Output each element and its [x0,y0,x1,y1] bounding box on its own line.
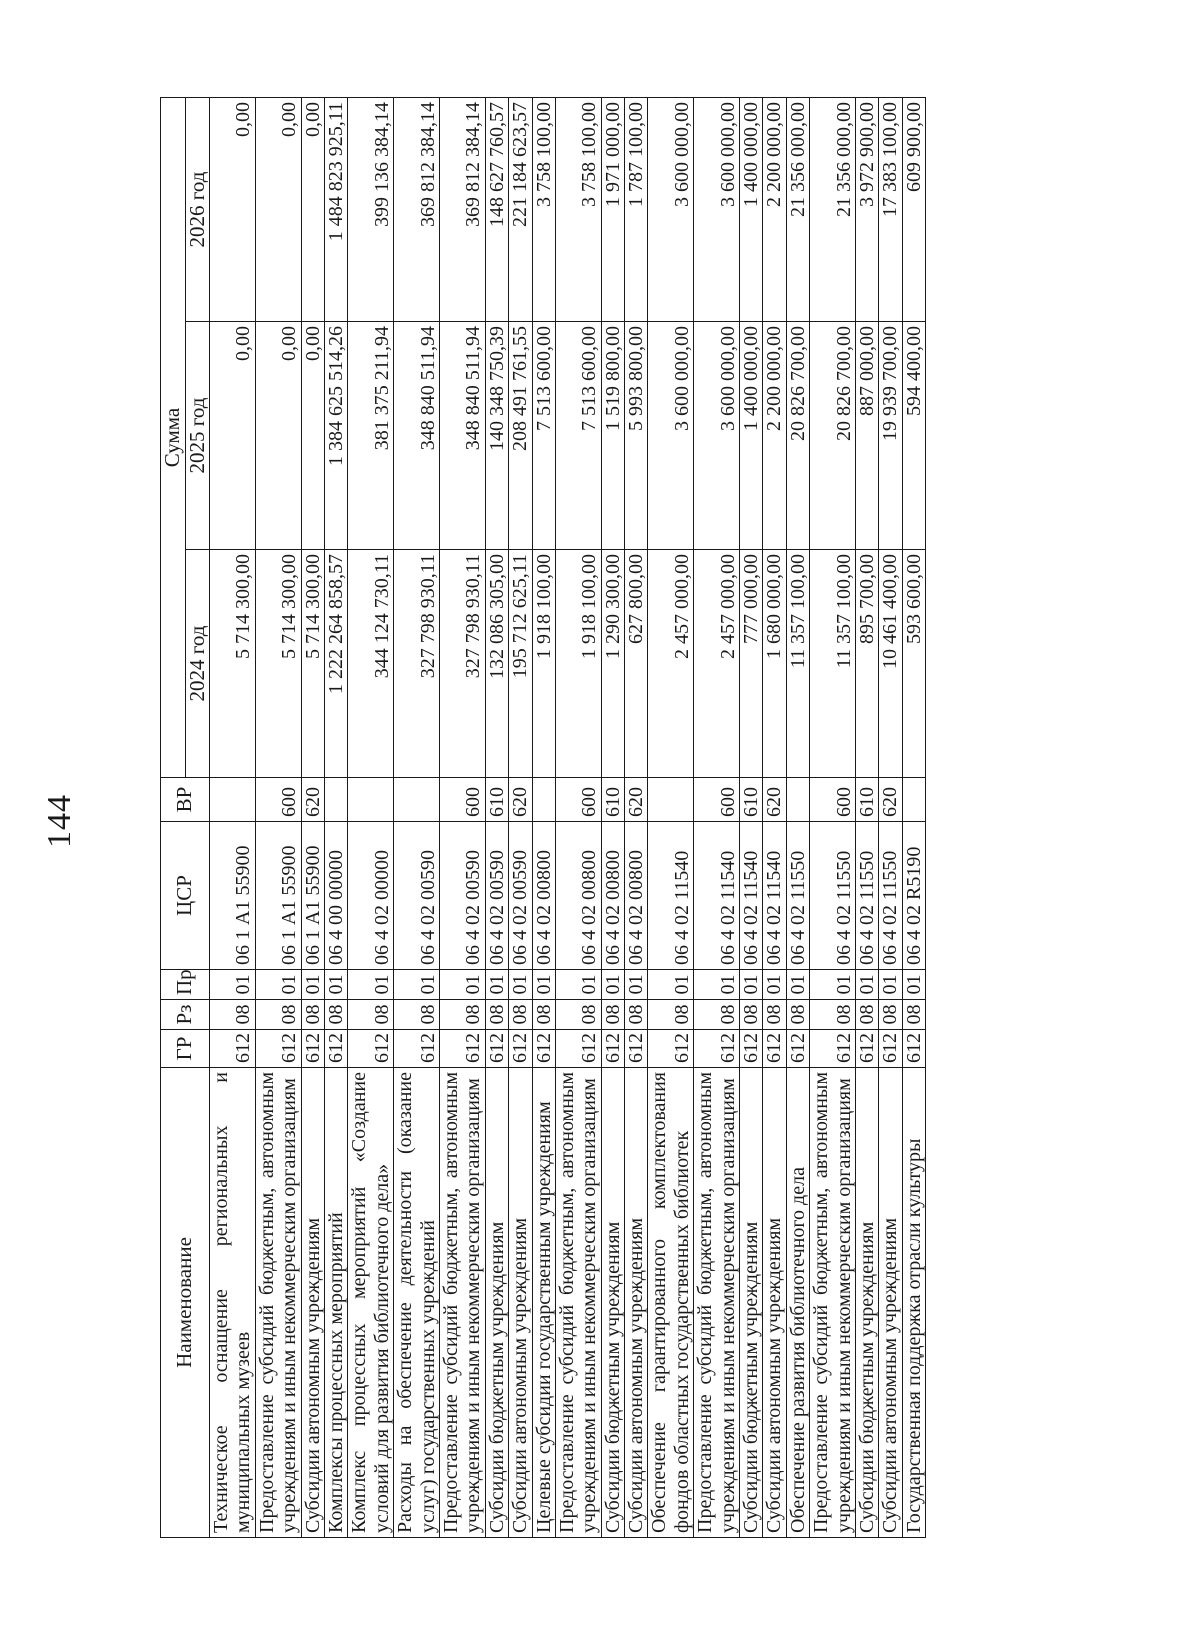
row-csr: 06 4 02 00800 [532,822,555,970]
row-csr: 06 4 02 00800 [625,822,648,970]
row-name: Субсидии автономным учреждениям [879,1068,902,1538]
row-rz: 08 [301,1000,324,1030]
row-sum-2024: 1 918 100,00 [555,550,601,778]
row-vr [902,778,925,822]
row-sum-2024: 895 700,00 [855,550,878,778]
table-row [763,97,786,1537]
row-rz: 08 [601,1000,624,1030]
row-csr: 06 4 02 00590 [439,822,485,970]
row-sum-2024: 327 798 930,11 [394,550,440,778]
row-csr: 06 1 А1 55900 [255,822,301,970]
header-year-2025: 2025 год [185,322,210,550]
row-name: Предоставление субсидий бюджетным, автономным учреждениям и иным некоммерческим организациям [255,1068,301,1538]
row-sum-2024: 327 798 930,11 [439,550,485,778]
row-sum-2026: 1 400 000,00 [740,97,763,321]
row-vr [348,778,394,822]
table-row [810,97,856,1537]
row-csr: 06 1 А1 55900 [210,822,256,970]
row-pr: 01 [555,970,601,1000]
row-sum-2025: 20 826 700,00 [810,322,856,550]
table-body [210,97,926,1537]
row-vr: 620 [763,778,786,822]
row-rz: 08 [255,1000,301,1030]
row-gr: 612 [648,1030,694,1068]
table-row [509,97,532,1537]
table-row [555,97,601,1537]
row-sum-2024: 627 800,00 [625,550,648,778]
row-name: Субсидии бюджетным учреждениям [855,1068,878,1538]
row-sum-2025: 0,00 [255,322,301,550]
row-rz: 08 [485,1000,508,1030]
page-number: 144 [41,794,78,848]
row-pr: 01 [810,970,856,1000]
header-year-2024: 2024 год [185,550,210,778]
row-rz: 08 [648,1000,694,1030]
row-sum-2024: 1 290 300,00 [601,550,624,778]
table-row [532,97,555,1537]
row-gr: 612 [439,1030,485,1068]
row-csr: 06 4 02 11550 [786,822,809,970]
row-rz: 08 [439,1000,485,1030]
row-vr: 610 [855,778,878,822]
row-sum-2026: 3 600 000,00 [648,97,694,321]
row-sum-2024: 1 918 100,00 [532,550,555,778]
row-sum-2024: 11 357 100,00 [786,550,809,778]
table-row [439,97,485,1537]
header-year-2026: 2026 год [185,97,210,321]
row-sum-2024: 593 600,00 [902,550,925,778]
row-pr: 01 [601,970,624,1000]
header-sum: Сумма [161,97,186,777]
row-sum-2026: 369 812 384,14 [439,97,485,321]
row-vr [394,778,440,822]
row-rz: 08 [740,1000,763,1030]
row-sum-2026: 399 136 384,14 [348,97,394,321]
row-vr: 610 [740,778,763,822]
row-rz: 08 [509,1000,532,1030]
row-csr: 06 4 02 11540 [648,822,694,970]
row-rz: 08 [324,1000,347,1030]
header-csr: ЦСР [161,822,210,970]
row-sum-2026: 1 484 823 925,11 [324,97,347,321]
row-pr: 01 [255,970,301,1000]
table-row [625,97,648,1537]
row-sum-2025: 3 600 000,00 [648,322,694,550]
table-row [485,97,508,1537]
row-sum-2025: 1 384 625 514,26 [324,322,347,550]
row-sum-2026: 3 758 100,00 [555,97,601,321]
row-rz: 08 [902,1000,925,1030]
row-sum-2025: 7 513 600,00 [555,322,601,550]
table-row [855,97,878,1537]
header-rz: Рз [161,1000,210,1030]
row-pr: 01 [786,970,809,1000]
row-vr: 620 [509,778,532,822]
table-row [879,97,902,1537]
row-sum-2026: 221 184 623,57 [509,97,532,321]
row-sum-2025: 140 348 750,39 [485,322,508,550]
row-gr: 612 [786,1030,809,1068]
row-vr: 600 [439,778,485,822]
row-sum-2024: 1 222 264 858,57 [324,550,347,778]
row-sum-2025: 1 519 800,00 [601,322,624,550]
row-gr: 612 [694,1030,740,1068]
row-vr: 600 [255,778,301,822]
header-pr: Пр [161,970,210,1000]
table-row [210,97,256,1537]
row-sum-2025: 348 840 511,94 [439,322,485,550]
row-pr: 01 [855,970,878,1000]
row-pr: 01 [485,970,508,1000]
row-sum-2026: 0,00 [301,97,324,321]
row-vr: 600 [694,778,740,822]
row-sum-2025: 5 993 800,00 [625,322,648,550]
row-sum-2025: 20 826 700,00 [786,322,809,550]
row-sum-2025: 208 491 761,55 [509,322,532,550]
rotated-table-wrapper [160,98,1110,1538]
row-rz: 08 [394,1000,440,1030]
row-rz: 08 [763,1000,786,1030]
row-gr: 612 [348,1030,394,1068]
row-rz: 08 [625,1000,648,1030]
header-gr: ГР [161,1030,210,1068]
row-name: Предоставление субсидий бюджетным, автономным учреждениям и иным некоммерческим организациям [694,1068,740,1538]
row-name: Обеспечение развития библиотечного дела [786,1068,809,1538]
row-name: Субсидии автономным учреждениям [301,1068,324,1538]
row-pr: 01 [902,970,925,1000]
row-name: Субсидии бюджетным учреждениям [485,1068,508,1538]
row-name: Расходы на обеспечение деятельности (оказание услуг) государственных учреждений [394,1068,440,1538]
row-sum-2026: 1 971 000,00 [601,97,624,321]
row-sum-2026: 2 200 000,00 [763,97,786,321]
row-vr: 620 [625,778,648,822]
row-csr: 06 4 02 11540 [694,822,740,970]
row-gr: 612 [532,1030,555,1068]
row-gr: 612 [210,1030,256,1068]
row-csr: 06 4 00 00000 [324,822,347,970]
row-pr: 01 [348,970,394,1000]
row-csr: 06 4 02 11540 [740,822,763,970]
row-vr [532,778,555,822]
row-rz: 08 [786,1000,809,1030]
row-csr: 06 4 02 11550 [810,822,856,970]
row-gr: 612 [902,1030,925,1068]
row-vr: 620 [879,778,902,822]
row-sum-2026: 148 627 760,57 [485,97,508,321]
row-sum-2026: 369 812 384,14 [394,97,440,321]
row-sum-2026: 3 758 100,00 [532,97,555,321]
row-sum-2026: 3 972 900,00 [855,97,878,321]
row-sum-2025: 381 375 211,94 [348,322,394,550]
row-csr: 06 4 02 11550 [855,822,878,970]
row-gr: 612 [324,1030,347,1068]
row-sum-2024: 5 714 300,00 [255,550,301,778]
row-rz: 08 [879,1000,902,1030]
row-rz: 08 [810,1000,856,1030]
table-row [394,97,440,1537]
row-sum-2025: 3 600 000,00 [694,322,740,550]
row-gr: 612 [485,1030,508,1068]
row-csr: 06 4 02 00000 [348,822,394,970]
row-csr: 06 1 А1 55900 [301,822,324,970]
row-sum-2024: 10 461 400,00 [879,550,902,778]
row-sum-2025: 0,00 [301,322,324,550]
row-sum-2025: 594 400,00 [902,322,925,550]
row-sum-2025: 7 513 600,00 [532,322,555,550]
header-name: Наименование [161,1068,210,1538]
row-sum-2025: 19 939 700,00 [879,322,902,550]
table-row [324,97,347,1537]
row-pr: 01 [625,970,648,1000]
row-name: Государственная поддержка отрасли культуры [902,1068,925,1538]
row-pr: 01 [394,970,440,1000]
row-sum-2024: 344 124 730,11 [348,550,394,778]
row-sum-2026: 1 787 100,00 [625,97,648,321]
row-vr: 620 [301,778,324,822]
row-gr: 612 [394,1030,440,1068]
row-sum-2024: 5 714 300,00 [301,550,324,778]
row-pr: 01 [324,970,347,1000]
row-sum-2025: 1 400 000,00 [740,322,763,550]
row-csr: 06 4 02 00800 [601,822,624,970]
row-rz: 08 [532,1000,555,1030]
row-name: Субсидии бюджетным учреждениям [601,1068,624,1538]
row-name: Комплекс процессных мероприятий «Создание условий для развития библиотечного дела» [348,1068,394,1538]
table-row [786,97,809,1537]
row-gr: 612 [555,1030,601,1068]
row-sum-2025: 2 200 000,00 [763,322,786,550]
row-pr: 01 [301,970,324,1000]
row-sum-2025: 0,00 [210,322,256,550]
row-name: Предоставление субсидий бюджетным, автономным учреждениям и иным некоммерческим организациям [439,1068,485,1538]
row-sum-2026: 21 356 000,00 [786,97,809,321]
row-vr: 610 [601,778,624,822]
row-csr: 06 4 02 00590 [509,822,532,970]
table-row [648,97,694,1537]
row-gr: 612 [740,1030,763,1068]
row-gr: 612 [255,1030,301,1068]
row-gr: 612 [810,1030,856,1068]
row-sum-2024: 2 457 000,00 [648,550,694,778]
row-sum-2026: 0,00 [255,97,301,321]
row-gr: 612 [763,1030,786,1068]
row-csr: 06 4 02 R5190 [902,822,925,970]
row-sum-2026: 0,00 [210,97,256,321]
row-sum-2024: 132 086 305,00 [485,550,508,778]
row-sum-2024: 195 712 625,11 [509,550,532,778]
row-name: Комплексы процессных мероприятий [324,1068,347,1538]
row-pr: 01 [763,970,786,1000]
row-gr: 612 [879,1030,902,1068]
budget-table [160,97,926,1538]
table-row [902,97,925,1537]
row-vr: 610 [485,778,508,822]
row-vr [324,778,347,822]
row-csr: 06 4 02 00590 [394,822,440,970]
row-csr: 06 4 02 11540 [763,822,786,970]
row-name: Предоставление субсидий бюджетным, автономным учреждениям и иным некоммерческим организациям [555,1068,601,1538]
row-sum-2025: 887 000,00 [855,322,878,550]
table-row [694,97,740,1537]
row-name: Обеспечение гарантированного комплектования фондов областных государственных библиотек [648,1068,694,1538]
row-sum-2024: 2 457 000,00 [694,550,740,778]
row-name: Субсидии автономным учреждениям [763,1068,786,1538]
row-gr: 612 [509,1030,532,1068]
row-csr: 06 4 02 00800 [555,822,601,970]
row-name: Субсидии автономным учреждениям [625,1068,648,1538]
table-row [301,97,324,1537]
row-rz: 08 [555,1000,601,1030]
row-sum-2024: 777 000,00 [740,550,763,778]
row-sum-2024: 11 357 100,00 [810,550,856,778]
row-gr: 612 [301,1030,324,1068]
row-csr: 06 4 02 11550 [879,822,902,970]
row-rz: 08 [210,1000,256,1030]
row-name: Субсидии бюджетным учреждениям [740,1068,763,1538]
table-row [348,97,394,1537]
header-vr: ВР [161,778,210,822]
row-rz: 08 [694,1000,740,1030]
row-sum-2026: 17 383 100,00 [879,97,902,321]
row-pr: 01 [210,970,256,1000]
row-name: Техническое оснащение региональных и муниципальных музеев [210,1068,256,1538]
table-row [255,97,301,1537]
row-sum-2026: 21 356 000,00 [810,97,856,321]
row-pr: 01 [509,970,532,1000]
row-sum-2025: 348 840 511,94 [394,322,440,550]
row-sum-2024: 1 680 000,00 [763,550,786,778]
row-sum-2026: 609 900,00 [902,97,925,321]
row-rz: 08 [348,1000,394,1030]
row-pr: 01 [439,970,485,1000]
row-vr: 600 [810,778,856,822]
row-vr [648,778,694,822]
row-sum-2026: 3 600 000,00 [694,97,740,321]
row-rz: 08 [855,1000,878,1030]
row-pr: 01 [694,970,740,1000]
row-pr: 01 [879,970,902,1000]
row-pr: 01 [532,970,555,1000]
row-gr: 612 [855,1030,878,1068]
row-pr: 01 [648,970,694,1000]
row-name: Предоставление субсидий бюджетным, автономным учреждениям и иным некоммерческим организациям [810,1068,856,1538]
row-vr [786,778,809,822]
table-header [161,97,210,1537]
row-name: Субсидии автономным учреждениям [509,1068,532,1538]
row-csr: 06 4 02 00590 [485,822,508,970]
row-vr [210,778,256,822]
row-vr: 600 [555,778,601,822]
table-row [740,97,763,1537]
row-gr: 612 [601,1030,624,1068]
row-name: Целевые субсидии государственным учреждениям [532,1068,555,1538]
table-row [601,97,624,1537]
row-sum-2024: 5 714 300,00 [210,550,256,778]
row-pr: 01 [740,970,763,1000]
row-gr: 612 [625,1030,648,1068]
